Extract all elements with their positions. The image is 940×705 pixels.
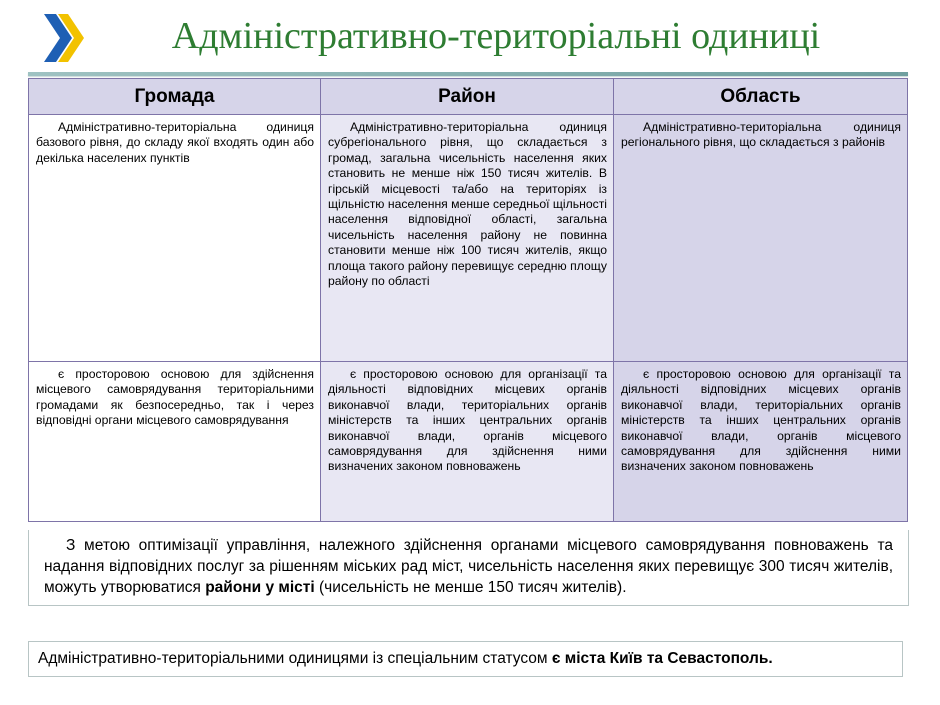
oblast-definition-text: Адміністративно-територіальна одиниця регіонального рівня, що складається з районів bbox=[621, 120, 901, 150]
special-status-note bbox=[28, 641, 903, 677]
raion-purpose-text: є просторовою основою для організації та діяльності відповідних місцевих органів виконавчої влади, територіальних органів міністерств та інших центральних органів виконавчої влади, органів місцевого самоврядування для здійснення ними визначених законом повноважень bbox=[328, 367, 607, 474]
title-divider bbox=[28, 72, 908, 76]
page-title: Адміністративно-територіальні одиниці bbox=[171, 15, 821, 57]
raion-definition-cell bbox=[321, 115, 614, 362]
special-status-note-text: Адміністративно-територіальними одиницями із спеціальним статусом bbox=[38, 650, 552, 667]
units-table bbox=[28, 78, 908, 522]
table-row-definition bbox=[29, 115, 908, 362]
oblast-purpose-cell bbox=[614, 362, 908, 522]
hromada-definition-text: Адміністративно-територіальна одиниця базового рівня, до складу якої входять один або декілька населених пунктів bbox=[36, 120, 314, 165]
hromada-purpose-cell bbox=[29, 362, 321, 522]
hromada-definition-cell bbox=[29, 115, 321, 362]
column-header-hromada: Громада bbox=[29, 79, 321, 115]
table-row-purpose bbox=[29, 362, 908, 522]
raion-purpose-cell bbox=[321, 362, 614, 522]
hromada-purpose-text: є просторовою основою для здійснення місцевого самоврядування територіальними громадами як безпосередньо, так і через відповідні органи місцевого самоврядування bbox=[36, 367, 314, 428]
oblast-purpose-text: є просторовою основою для організації та діяльності відповідних місцевих органів виконавчої влади, територіальних органів міністерств та інших центральних органів виконавчої влади, органів місцевого самоврядування для здійснення ними визначених законом повноважень bbox=[621, 367, 901, 474]
column-header-oblast: Область bbox=[614, 79, 908, 115]
special-status-note-bold: є міста Київ та Севастополь. bbox=[551, 650, 773, 667]
city-districts-note bbox=[28, 530, 909, 606]
oblast-definition-cell bbox=[614, 115, 908, 362]
table-header-row bbox=[29, 79, 908, 115]
city-districts-note-tail: (чисельність не менше 150 тисяч жителів). bbox=[314, 579, 627, 596]
column-header-raion: Район bbox=[321, 79, 614, 115]
city-districts-note-bold: райони у місті bbox=[205, 579, 315, 596]
raion-definition-text: Адміністративно-територіальна одиниця субрегіонального рівня, що складається з громад, загальна чисельність населення яких становить не менше ніж 150 тисяч жителів. В гірській місцевості та/або на територіях із щільністю населення менше середньої щільності населення відповідної області, загальна чисельність населення району не повинна становити менше ніж 100 тисяч жителів, якщо площа такого району перевищує середню площу району по області bbox=[328, 120, 607, 289]
city-districts-note-text: З метою оптимізації управління, належного здійснення органами місцевого самоврядування повноважень та надання відповідних послуг за рішенням міських рад міст, чисельність населення яких перевищує 300 тисяч жителів, можуть утворюватися bbox=[44, 537, 893, 596]
logo-chevrons-icon bbox=[42, 12, 90, 64]
